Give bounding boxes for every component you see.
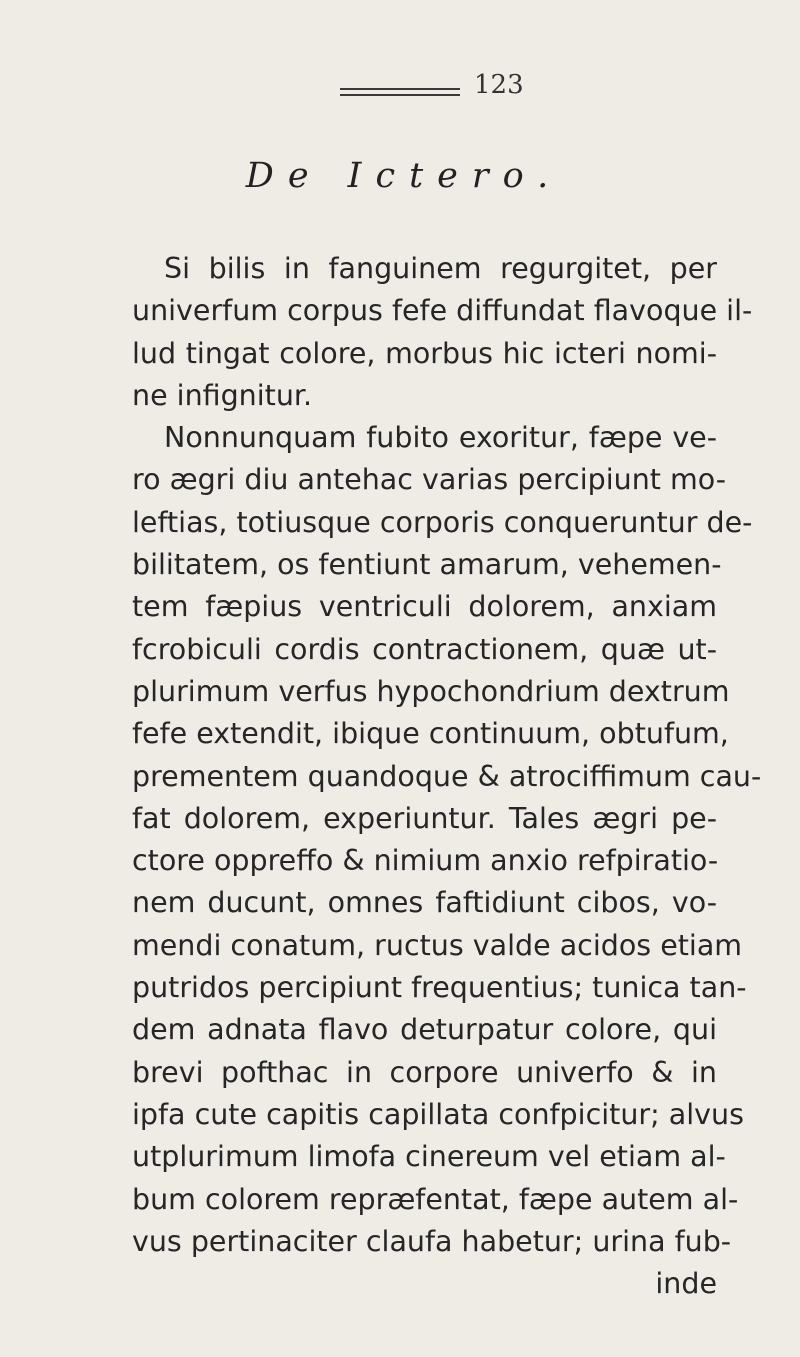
text-line: univerfum corpus fefe diffundat flavoque il- — [132, 294, 753, 328]
body-text — [132, 248, 762, 1305]
text-line: fcrobiculi cordis contractionem, quæ ut- — [132, 632, 717, 666]
text-line: fat dolorem, experiuntur. Tales ægri pe- — [132, 801, 717, 835]
text-line: Si bilis in fanguinem regurgitet, per — [164, 252, 717, 285]
text-line: tem fæpius ventriculi dolorem, anxiam — [132, 590, 717, 624]
text-line: fefe extendit, ibique continuum, obtufum, — [132, 717, 729, 751]
text-line: ne infignitur. — [132, 378, 313, 412]
text-line: utplurimum limofa cinereum vel etiam al- — [132, 1140, 726, 1174]
header-rule — [340, 94, 460, 96]
running-title: De Ictero. — [245, 156, 563, 196]
text-line: nem ducunt, omnes faftidiunt cibos, vo- — [132, 886, 717, 920]
text-line: dem adnata flavo deturpatur colore, qui — [132, 1013, 717, 1047]
page-number: 123 — [474, 70, 524, 100]
text-line: mendi conatum, ructus valde acidos etiam — [132, 928, 743, 962]
text-line: ro ægri diu antehac varias percipiunt mo- — [132, 463, 727, 497]
text-line: Nonnunquam fubito exoritur, fæpe ve- — [164, 421, 717, 455]
text-line: putridos percipiunt frequentius; tunica tan- — [132, 971, 747, 1005]
text-line: lud tingat colore, morbus hic icteri nomi- — [132, 336, 717, 370]
text-line: bilitatem, os fentiunt amarum, vehemen- — [132, 548, 722, 582]
text-line: brevi pofthac in corpore univerfo & in — [132, 1055, 717, 1089]
text-line: vus pertinaciter claufa habetur; urina fub- — [132, 1224, 732, 1258]
text-line: plurimum verfus hypochondrium dextrum — [132, 674, 730, 708]
header-rule — [340, 88, 460, 90]
text-line: ctore oppreffo & nimium anxio refpiratio- — [132, 844, 719, 878]
text-line: bum colorem repræfentat, fæpe autem al- — [132, 1182, 739, 1216]
catchword: inde — [655, 1267, 717, 1301]
text-line: ipfa cute capitis capillata confpicitur; alvus — [132, 1097, 744, 1131]
text-line: leftias, totiusque corporis conqueruntur de- — [132, 505, 753, 539]
text-line: prementem quandoque & atrociffimum cau- — [132, 759, 762, 793]
